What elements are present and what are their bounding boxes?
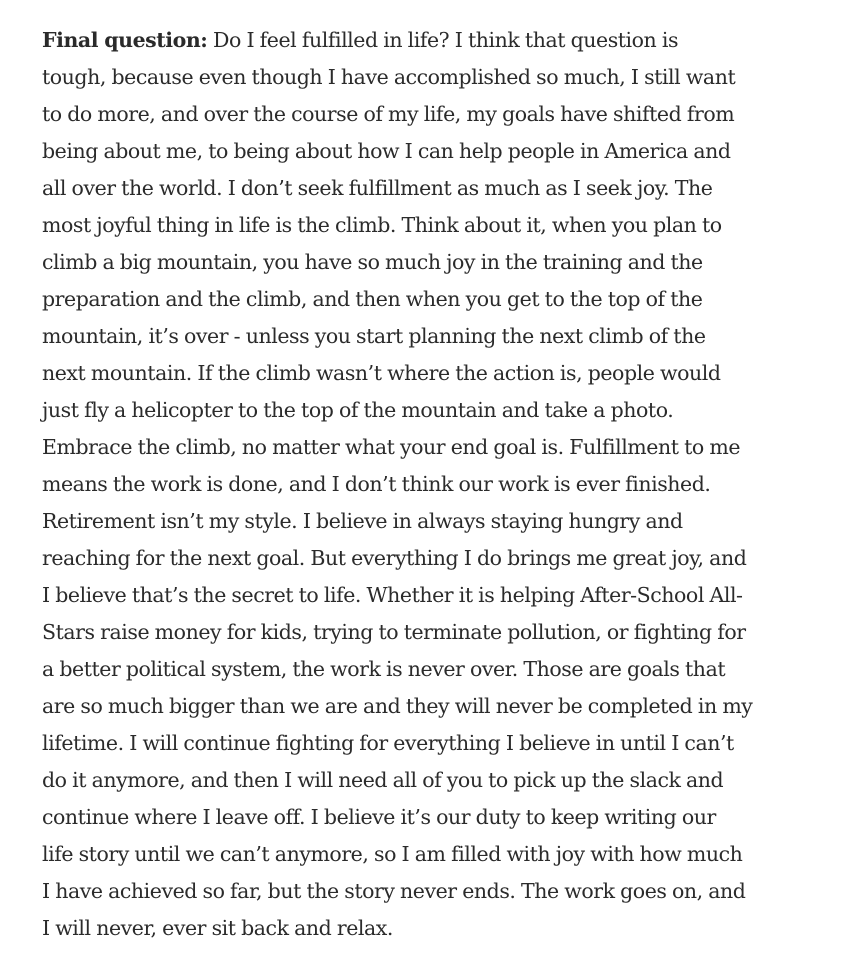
paragraph-line: I believe that’s the secret to life. Whether it is helping After-School All- [42, 583, 743, 607]
paragraph-line [42, 22, 822, 59]
paragraph-line: Retirement isn’t my style. I believe in always staying hungry and [42, 509, 683, 533]
paragraph-line: Embrace the climb, no matter what your end goal is. Fulfillment to me [42, 435, 740, 459]
paragraph-line: to do more, and over the course of my life, my goals have shifted from [42, 102, 735, 126]
paragraph-line: most joyful thing in life is the climb. Think about it, when you plan to [42, 213, 722, 237]
paragraph-line: tough, because even though I have accomplished so much, I still want [42, 65, 736, 89]
paragraph-line: continue where I leave off. I believe it’s our duty to keep writing our [42, 805, 716, 829]
line-text: Do I feel fulfilled in life? I think that question is [207, 28, 679, 52]
paragraph-line: a better political system, the work is never over. Those are goals that [42, 657, 726, 681]
paragraph-line: life story until we can’t anymore, so I am filled with joy with how much [42, 842, 743, 866]
paragraph-line: I will never, ever sit back and relax. [42, 916, 393, 940]
paragraph-line: are so much bigger than we are and they will never be completed in my [42, 694, 753, 718]
paragraph-line: next mountain. If the climb wasn’t where the action is, people would [42, 361, 721, 385]
lead-label: Final question: [42, 28, 208, 52]
paragraph-line: being about me, to being about how I can help people in America and [42, 139, 731, 163]
paragraph-line: preparation and the climb, and then when you get to the top of the [42, 287, 703, 311]
paragraph-line: mountain, it’s over - unless you start planning the next climb of the [42, 324, 706, 348]
paragraph-line: means the work is done, and I don’t think our work is ever finished. [42, 472, 711, 496]
paragraph-line: I have achieved so far, but the story never ends. The work goes on, and [42, 879, 746, 903]
paragraph-line: reaching for the next goal. But everything I do brings me great joy, and [42, 546, 747, 570]
paragraph-line: just fly a helicopter to the top of the mountain and take a photo. [42, 398, 674, 422]
paragraph-line: lifetime. I will continue fighting for everything I believe in until I can’t [42, 731, 734, 755]
article-paragraph [42, 22, 822, 947]
paragraph-line: climb a big mountain, you have so much joy in the training and the [42, 250, 703, 274]
paragraph-line: do it anymore, and then I will need all of you to pick up the slack and [42, 768, 724, 792]
paragraph-line: Stars raise money for kids, trying to terminate pollution, or fighting for [42, 620, 746, 644]
paragraph-line: all over the world. I don’t seek fulfillment as much as I seek joy. The [42, 176, 713, 200]
